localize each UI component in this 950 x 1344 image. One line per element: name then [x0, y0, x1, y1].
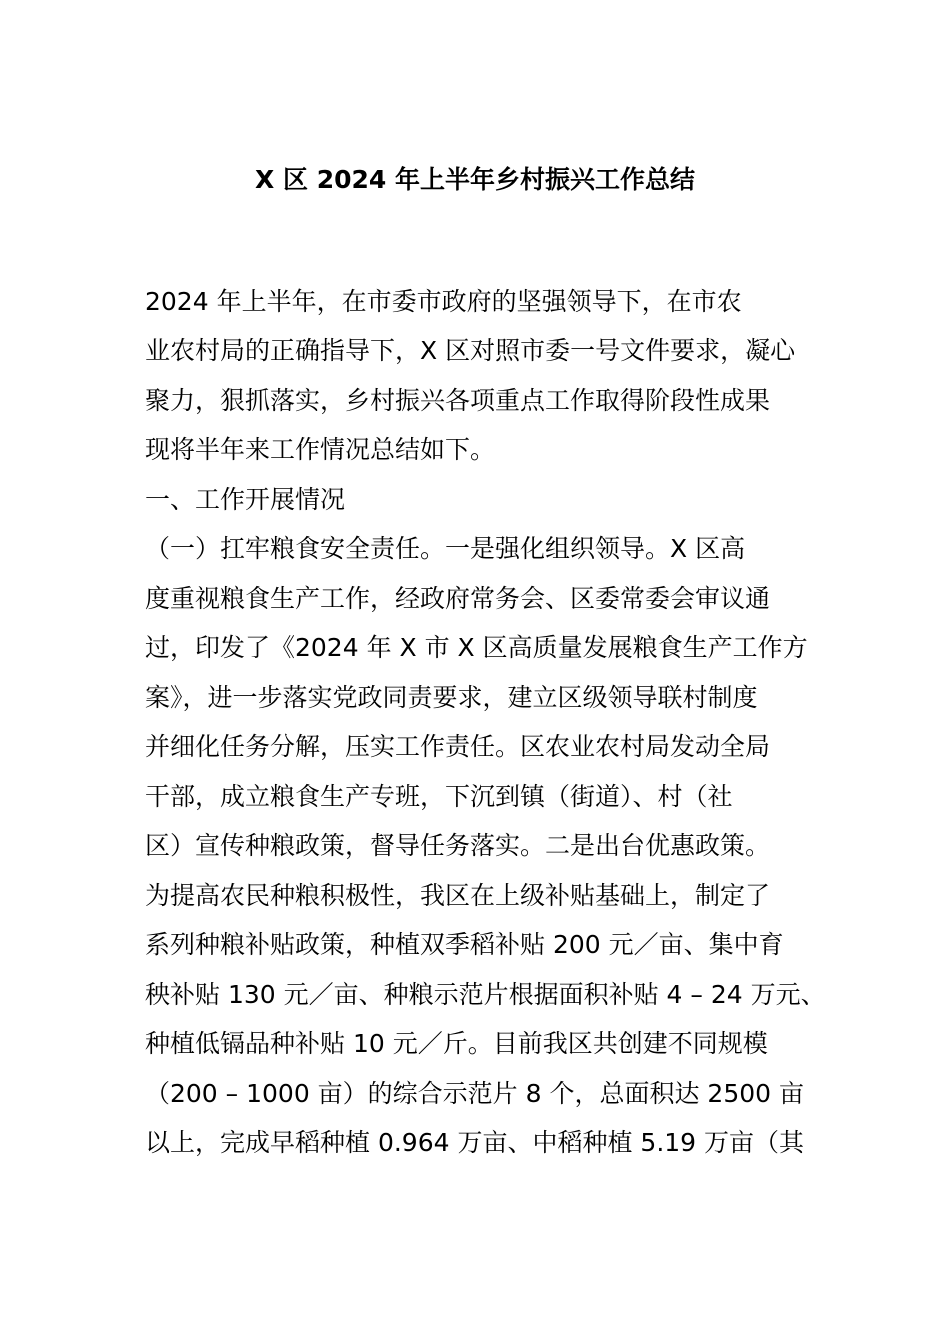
document-title: X 区 2024 年上半年乡村振兴工作总结	[255, 165, 695, 194]
text-line: （200 – 1000 亩）的综合示范片 8 个，总面积达 2500 亩	[145, 1079, 804, 1108]
text-line: 种植低镉品种补贴 10 元／斤。目前我区共创建不同规模	[145, 1029, 768, 1058]
text-line: 案》，进一步落实党政同责要求，建立区级领导联村制度	[145, 683, 758, 712]
text-line: 现将半年来工作情况总结如下。	[145, 435, 496, 464]
text-line: 干部，成立粮食生产专班，下沉到镇（街道）、村（社	[145, 782, 733, 811]
text-line: 聚力，狠抓落实，乡村振兴各项重点工作取得阶段性成果	[145, 386, 771, 415]
text-line: 过，印发了《2024 年 X 市 X 区高质量发展粮食生产工作方	[145, 633, 808, 662]
text-line: 业农村局的正确指导下，X 区对照市委一号文件要求，凝心	[145, 336, 796, 365]
text-line: 以上，完成早稻种植 0.964 万亩、中稻种植 5.19 万亩（其	[145, 1128, 805, 1157]
text-line: 为提高农民种粮积极性，我区在上级补贴基础上，制定了	[145, 881, 771, 910]
text-line: 2024 年上半年，在市委市政府的坚强领导下，在市农	[145, 287, 742, 316]
text-line: 区）宣传种粮政策，督导任务落实。二是出台优惠政策。	[145, 831, 771, 860]
text-line: 并细化任务分解，压实工作责任。区农业农村局发动全局	[145, 732, 771, 761]
text-line: （一）扛牢粮食安全责任。一是强化组织领导。X 区高	[145, 534, 746, 563]
text-line: 系列种粮补贴政策，种植双季稻补贴 200 元／亩、集中育	[145, 930, 784, 959]
text-line: 度重视粮食生产工作，经政府常务会、区委常委会审议通	[145, 584, 771, 613]
section-heading: 一、工作开展情况	[145, 485, 346, 514]
text-line: 秧补贴 130 元／亩、种粮示范片根据面积补贴 4 – 24 万元、	[145, 980, 826, 1009]
